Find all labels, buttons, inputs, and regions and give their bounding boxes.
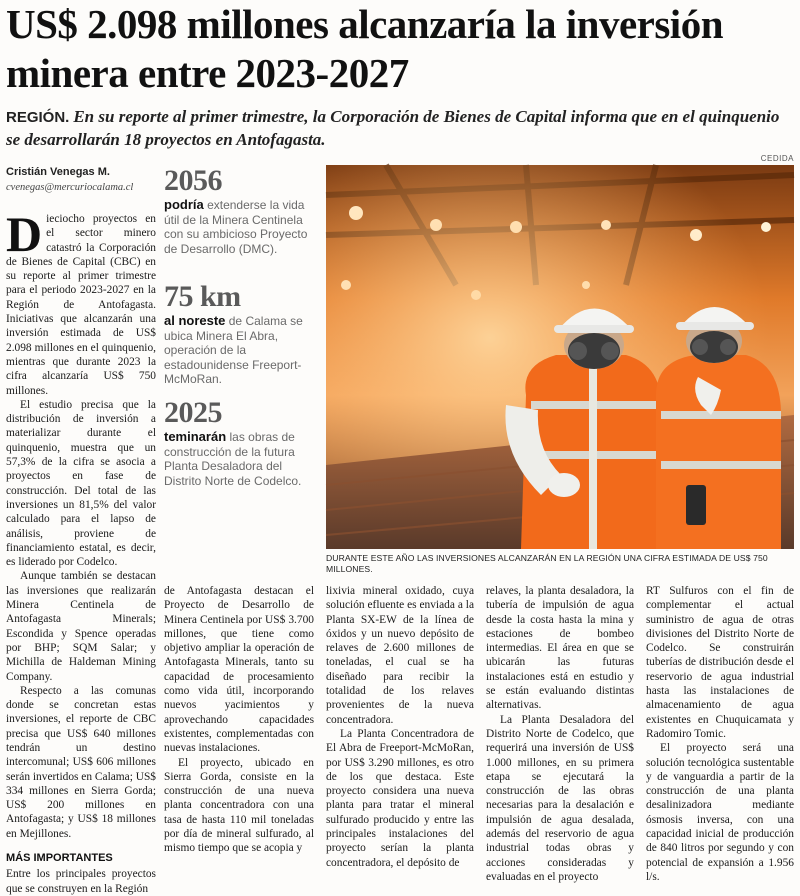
stat-number: 75 km (164, 280, 241, 313)
byline (6, 166, 156, 193)
body-paragraph: El proyecto, ubicado en Sierra Gorda, consiste en la construcción de una nueva planta concentradora con una tasa de hasta 110 mil toneladas por día de mineral sulfurado, al mismo tiempo que se acopia y (164, 756, 314, 855)
photo-credit: CEDIDA (760, 154, 794, 163)
stat-lead: al noreste (164, 313, 226, 328)
body-paragraph: El proyecto será una solución tecnológica sustentable y de vanguardia a partir de la construcción de una planta desalinizadora mediante ósmosis inversa, con una capacidad inicial de producción de 840 litros por segundo y con potencial de expansión a 1.956 l/s. (646, 742, 794, 883)
body-paragraph: Entre los principales proyectos que se construyen en la Región (6, 868, 156, 895)
stat-block (164, 282, 314, 387)
body-paragraph: de Antofagasta destacan el Proyecto de Desarrollo de Minera Centinela por US$ 3.700 millones, que tiene como objetivo ampliar la operación de Antofagasta Minerals, tanto su capacidad de procesamiento como vida útil, incorporando nuevos yacimientos y aprovechando capacidades existentes, complementadas con nuevas instalaciones. (164, 585, 314, 755)
stat-number: 2056 (164, 164, 222, 197)
body-paragraph: El estudio precisa que la distribución de inversión a materializar durante el quinquenio, muestra que un 57,3% de la cifra se asocia a proyectos en fase de construcción. Del total de las inversiones un 81,5% del valor calculado para el lapso de análisis, proviene de financiamiento estatal, es decir, es liderado por Codelco. (6, 398, 156, 569)
author-email[interactable]: cvenegas@mercuriocalama.cl (6, 182, 134, 193)
body-column-5 (646, 584, 794, 884)
body-column-4 (486, 584, 634, 884)
deck-text: En su reporte al primer trimestre, la Corporación de Bienes de Capital informa que en el quinquenio se desarrollarán 18 proyectos en Antofagasta. (6, 107, 780, 149)
body-paragraph: relaves, la planta desaladora, la tubería de impulsión de agua desde la costa hasta la mina y estaciones de bombeo intermedias. El área en que se ubicarán las futuras instalaciones está en estudio y se están evaluando distintas alternativas. (486, 585, 634, 712)
headline: US$ 2.098 millones alcanzaría la inversión minera entre 2023-2027 (6, 1, 723, 96)
stat-lead: teminarán (164, 429, 227, 444)
body-paragraph: La Planta Desaladora del Distrito Norte de Codelco, que requerirá una inversión de US$ 1.000 millones, en su primera etapa se ejecutará la construcción de las obras necesarias para la desalación e impulsión de agua desalada, además del reservorio de agua industrial todas obras y acciones consideradas y evaluadas en el proyecto (486, 713, 634, 883)
body-column-3 (326, 584, 474, 870)
stat-lead: podría (164, 197, 204, 212)
body-paragraph: lixivia mineral oxidado, cuya solución efluente es enviada a la Planta SX-EW de la línea de óxidos y un nuevo depósito de relaves de 2.600 millones de toneladas, el cual se ha diseñado para recibir la totalidad de los relaves provenientes de la nueva concentradora. (326, 585, 474, 726)
body-paragraph: ieciocho proyectos en el sector minero catastró la Corporación de Bienes de Capital (CBC) en su reporte al primer trimestre para el periodo 2023-2027 en la Región de Antofagasta. Iniciativas que alcanzarán una inversión estimada de US$ 2.098 millones en el quinquenio, mientras que durante 2023 la cifra alcanzaría US$ 750 millones. (6, 213, 156, 397)
stat-block (164, 398, 314, 488)
body-column-1 (6, 206, 156, 896)
photo-illustration (326, 165, 794, 549)
author-name: Cristián Venegas M. (6, 166, 110, 178)
body-column-2 (164, 584, 314, 856)
photo-caption: DURANTE ESTE AÑO LAS INVERSIONES ALCANZARÁN EN LA REGIÓN UNA CIFRA ESTIMADA DE US$ 750 MILLONES. (326, 553, 768, 574)
body-paragraph: Respecto a las comunas donde se concretan estas inversiones, el reporte de CBC precisa que US$ 640 millones tendrán un destino intercomunal; US$ 606 millones serán invertidos en Calama; US$ 334 millones en Sierra Gorda; US$ 200 millones en Antofagasta; y US$ 18 millones en Mejillones. (6, 684, 156, 840)
mining-workers-photo (326, 165, 794, 549)
body-paragraph: Aunque también se destacan las inversiones que realizarán Minera Centinela de Antofagasta Minerals; Escondida y Spence operadas por BHP; SQM Salar; y Michilla de Haldeman Mining Company. (6, 570, 156, 683)
stat-block (164, 166, 314, 256)
stat-text: extenderse la vida útil de la Minera Centinela con su ambicioso Proyecto de Desarrollo (DMC). (164, 198, 308, 256)
body-paragraph: RT Sulfuros con el fin de complementar el actual suministro de agua de otras divisiones del Distrito Norte de Codelco. Se construirán tuberías de distribución desde el reservorio de agua industrial hasta las instalaciones de almacenamiento de agua existentes en Chuquicamata y Radomiro Tomic. (646, 585, 794, 740)
deck-kicker: REGIÓN. (6, 109, 70, 126)
stat-text: de Calama se ubica Minera El Abra, operación de la estadounidense Freeport-McMoRan. (164, 314, 303, 386)
deck (6, 106, 796, 151)
body-paragraph: La Planta Concentradora de El Abra de Freeport-McMoRan, por US$ 3.290 millones, es otro de los que destaca. Este proyecto considera una nueva planta para tratar el mineral sulfurado producido y entre las principales instalaciones del proyecto serían la planta concentradora, el depósito de (326, 727, 474, 869)
stat-number: 2025 (164, 396, 222, 429)
stat-text: las obras de construcción de la futura Planta Desaladora del Distrito Norte de Codelco. (164, 430, 302, 488)
dropcap: D (6, 206, 43, 262)
subheading: MÁS IMPORTANTES (6, 852, 113, 865)
